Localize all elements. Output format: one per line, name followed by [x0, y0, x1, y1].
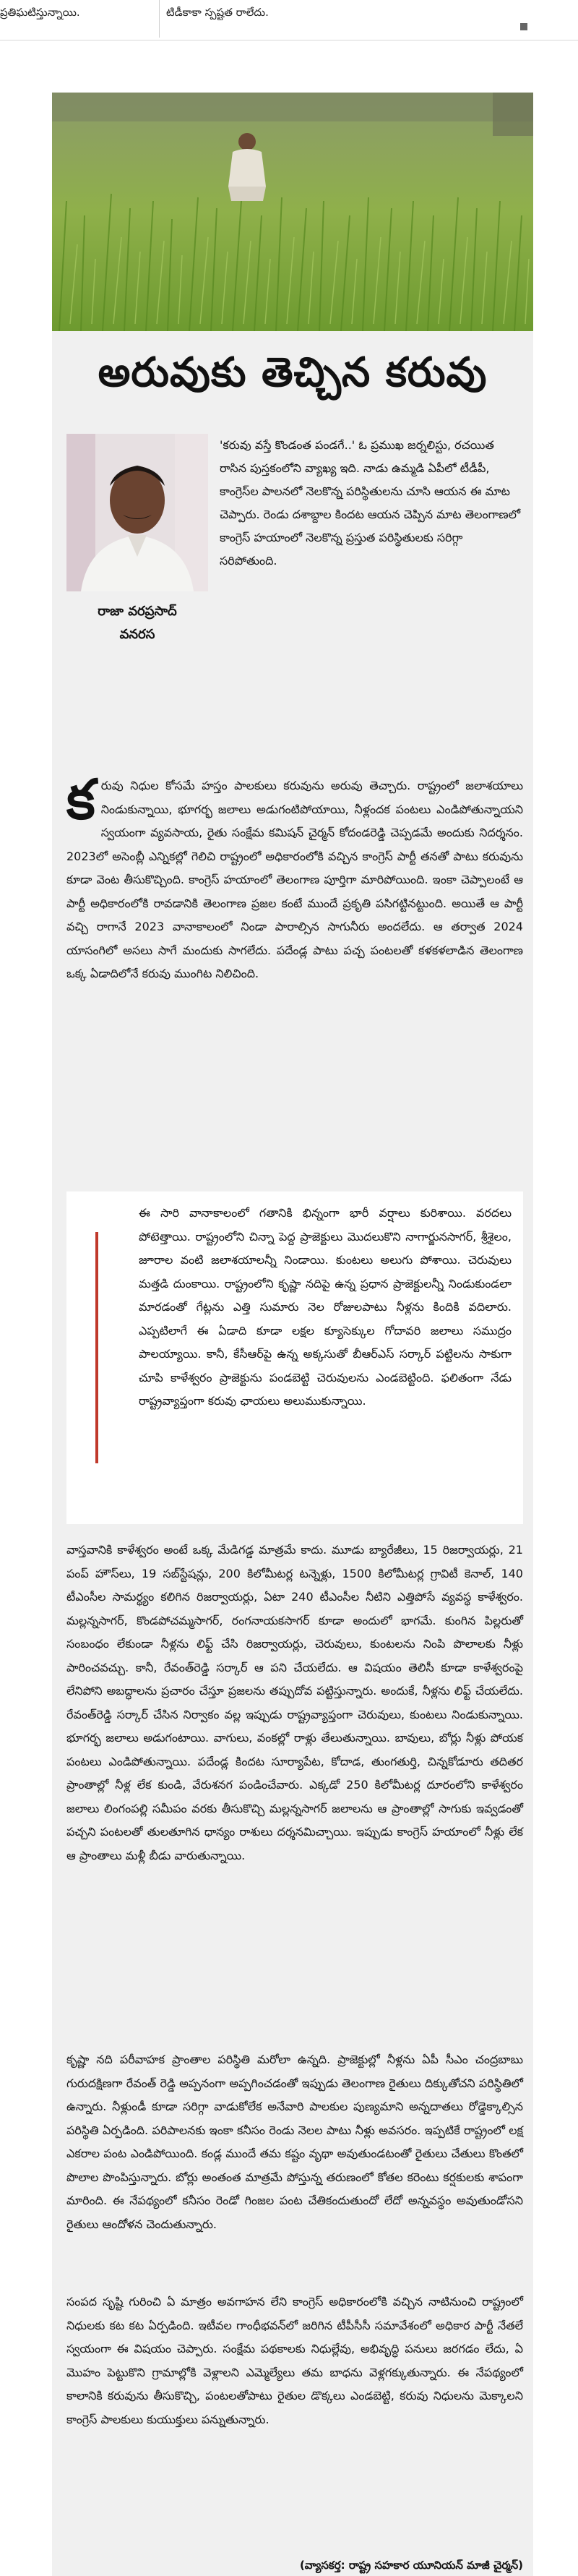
pull-quote-text: ఈ సారి వానాకాలంలో గతానికి భిన్నంగా భారీ వర్షాలు కురిశాయి. వరదలు పోటెత్తాయి. రాష్ట్రంలోని చిన్నా పెద్ద ప్రాజెక్టులు మొదలుకొని నాగార్జునసాగర్, శ్రీశైలం, జూరాల వంటి జలాశయాలన్నీ నిండాయి. కుంటలు అలుగు పోశాయి. చెరువులు మత్తడి దుంకాయి. రాష్ట్రంలోని కృష్ణా నదిపై ఉన్న ప్రధాన ప్రాజెక్టులన్నీ నిండుకుండలా మారడంతో గేట్లను ఎత్తి సుమారు నెల రోజులపాటు నీళ్లను కిందికి వదిలారు. ఎప్పటిలాగే ఈ ఏడాది కూడా లక్షల క్యూసెక్కుల గోదావరి జలాలు సముద్రం పాలయ్యాయి. కానీ, కేసీఆర్‌పై ఉన్న అక్కసుతో బీఆర్‌ఎస్ సర్కార్ పట్టిలను సాకుగా చూపి కాళేశ్వరం ప్రాజెక్టును పండబెట్టి చెరువులను ఎండబెట్టింది. ఫలితంగా నేడు రాష్ట్రవ్యాప్తంగా కరువు ఛాయలు అలుముకున్నాయి. — [139, 1206, 512, 1408]
prev-column-text: ప్రతిఘటిస్తున్నాయి. — [0, 6, 80, 19]
drop-cap: క — [66, 767, 95, 831]
column-divider — [159, 0, 160, 38]
paragraph-text: రువు నిధుల కోసమే హస్తం పాలకులు కరువును అరువు తెచ్చారు. రాష్ట్రంలో జలాశయాలు నిండుకున్నాయి, భూగర్భ జలాలు అడుగంటిపోయాయి, నీళ్లందక పంటలు ఎండిపోతున్నాయని స్వయంగా వ్యవసాయ, రైతు సంక్షేమ కమిషన్ చైర్మన్ కోదండరెడ్డి చెప్పడమే అందుకు నిదర్శనం. 2023లో అసెంబ్లీ ఎన్నికల్లో గెలిచి రాష్ట్రంలో అధికారంలోకి వచ్చిన కాంగ్రెస్ పార్టీ తనతో పాటు కరువును కూడా వెంట తీసుకొచ్చింది. కాంగ్రెస్ హయాంలో తెలంగాణ పూర్తిగా మారిపోయింది. ఇంకా చెప్పాలంటే ఆ పార్టీ అధికారంలోకి రావడానికి తెలంగాణ ప్రజల కంటే ముందే ప్రకృతి పసిగట్టినట్టుంది. అయితే ఆ పార్టీ వచ్చి రాగానే 2023 వానాకాలంలో నిండా పారాల్సిన సాగునీరు అందలేదు. ఆ తర్వాత 2024 యాసంగిలో అసలు సాగే మందుకు సాగలేదు. పదేండ్ల పాటు పచ్చ పంటలతో కళకళలాడిన తెలంగాణ ఒక్క ఏడాదిలోనే కరువు ముంగిట నిలిచింది. — [66, 779, 523, 980]
article — [52, 93, 533, 2576]
intro-paragraph: 'కరువు వస్తే కొండంత పండగే..' ఓ ప్రముఖ జర్నలిస్టు, రచయిత రాసిన పుస్తకంలోని వ్యాఖ్య ఇది. నాడు ఉమ్మడి ఏపీలో టీడీపీ, కాంగ్రెస్‌ల పాలనలో నెలకొన్న పరిస్థితులను చూసి ఆయన ఈ మాట చెప్పారు. రెండు దశాబ్దాల కిందట ఆయన చెప్పిన మాట తెలంగాణలో కాంగ్రెస్ హయాంలో నెలకొన్న ప్రస్తుత పరిస్థితులకు సరిగ్గా సరిపోతుంది. — [220, 438, 521, 568]
author-last-name: వనరస — [119, 627, 155, 642]
body-paragraph-4: సంపద సృష్టి గురించి ఏ మాత్రం అవగాహన లేని కాంగ్రెస్ అధికారంలోకి వచ్చిన నాటినుంచి రాష్ట్రంలో నిధులకు కట కట ఏర్పడింది. ఇటీవల గాంధీభవన్‌లో జరిగిన టీపీసీసీ సమావేశంలో అధికార పార్టీ నేతలే స్వయంగా ఈ విషయం చెప్పారు. సంక్షేమ పథకాలకు నిధుల్లేవు, అభివృద్ధి పనులు జరగడం లేదు, ఏ మొహం పెట్టుకొని గ్రామాల్లోకి వెళ్లాలని ఎమ్మెల్యేలు తమ బాధను వెళ్లగక్కుతున్నారు. ఈ నేపథ్యంలో కాలానికి కరువును తీసుకొచ్చి, పంటలతోపాటు రైతుల డొక్కలు ఎండబెట్టి, కరువు నిధులను మెక్కాలని కాంగ్రెస్ పాలకులు కుయుక్తులు పన్నుతున్నారు. — [66, 2295, 523, 2426]
previous-page-strip — [0, 0, 578, 40]
farmer-field-photo — [52, 93, 533, 331]
author-first-name: రాజా వరప్రసాద్ — [98, 604, 177, 619]
headline: అరువుకు తెచ్చిన కరువు — [98, 349, 488, 396]
prev-column-text: టిడీకాకా స్పష్టత రాలేదు. — [166, 6, 269, 19]
body-paragraph-2: వాస్తవానికి కాళేశ్వరం అంటే ఒక్క మేడిగడ్డ మాత్రమే కాదు. మూడు బ్యారేజీలు, 15 రిజర్వాయర్లు, 21 పంప్ హౌస్‌లు, 19 సబ్‌స్టేషన్లు, 200 కిలోమీటర్ల టన్నెళ్లు, 1500 కిలోమీటర్ల గ్రావిటీ కెనాల్, 140 టీఎంసీల సామర్థ్యం కలిగిన రిజర్వాయర్లు, ఏటా 240 టీఎంసీల నీటిని ఎత్తిపోసే వ్యవస్థ కాళేశ్వరం. మల్లన్నసాగర్, కొండపోచమ్మసాగర్, రంగనాయకసాగర్ కూడా అందులో భాగమే. కుంగిన పిల్లరుతో సంబంధం లేకుండా నీళ్లను లిఫ్ట్ చేసి రిజర్వాయర్లు, చెరువులు, కుంటలను నింపి పొలాలకు నీళ్లు పారించవచ్చు. కానీ, రేవంత్‌రెడ్డి సర్కార్ ఆ పని చేయలేదు. ఆ విషయం తెలిసీ కూడా కాళేశ్వరంపై లేనిపోని అబద్ధాలను ప్రచారం చేస్తూ ప్రజలను తప్పుదోవ పట్టిస్తున్నారు. అందుకే, నీళ్లను లిఫ్ట్ చేయలేదు. రేవంత్‌రెడ్డి సర్కార్ చేసిన నిర్వాకం వల్ల ఇప్పుడు రాష్ట్రవ్యాప్తంగా చెరువులు, కుంటలు నిండుకున్నాయి. భూగర్భ జలాలు అడుగంటాయి. వాగులు, వంకల్లో రాళ్లు తేలుతున్నాయి. బావులు, బోర్లు నీళ్లు పోయక పంటలు ఎండిపోతున్నాయి. పదేండ్ల కిందట సూర్యాపేట, కోదాడ, తుంగతుర్తి, చిన్నకోడూరు తదితర ప్రాంతాల్లో నీళ్ల లేక కుండి, వేరుశనగ పండించేవారు. ఎక్కడో 250 కిలోమీటర్ల దూరంలోని కాళేశ్వరం జలాలు లింగంపల్లి సమీపం వరకు తీసుకొచ్చి మల్లన్నసాగర్ జలాలను ఆ ప్రాంతాల్లో సాగుకు ఇవ్వడంతో పచ్చని పంటలతో తులతూగిన ధాన్యం రాశులు దర్శనమిచ్చాయి. ఇప్పుడు కాంగ్రెస్ హయాంలో నీళ్లు లేక ఆ ప్రాంతాలు మళ్లీ బీడు వారుతున్నాయి. — [66, 1543, 523, 1862]
author-portrait — [66, 434, 208, 591]
pull-quote-box — [66, 1191, 523, 1524]
end-marker-icon — [520, 23, 527, 30]
body-paragraph-1 — [66, 767, 523, 986]
author-byline — [66, 600, 208, 646]
quote-accent-bar — [95, 1232, 98, 1463]
body-paragraph-3: కృష్ణా నది పరీవాహక ప్రాంతాల పరిస్థితి మరోలా ఉన్నది. ప్రాజెక్టుల్లో నీళ్లను ఏపీ సీఎం చంద్రబాబు గురుదక్షిణగా రేవంత్ రెడ్డి అప్పనంగా అప్పగించడంతో ఇప్పుడు తెలంగాణ రైతులు దిక్కుతోచని పరిస్థితిలో ఉన్నారు. నీళ్లుండీ కూడా సరిగ్గా వాడుకోలేక అనేవారి పాలకుల పుణ్యమాని అన్నదాతలు రోడ్డెక్కాల్సిన పరిస్థితి ఏర్పడింది. పరిపాలనకు ఇంకా కనీసం రెండు నెలల పాటు నీళ్లు అవసరం. ఇప్పటికే రాష్ట్రంలో లక్ష ఎకరాల పంట ఎండిపోయింది. కండ్ల ముందే తమ కష్టం వృథా అవుతుండటంతో రైతులు చేతులు కొంతలో పొలాల పొంపిస్తున్నారు. బోర్లు అంతంత మాత్రమే పోస్తున్న తరుణంలో కోతల కరెంటు కర్షకులకు శాపంగా మారింది. ఈ నేపథ్యంలో కనీసం రెండో గింజల పంట చేతికందుతుందో లేదో అన్నవస్థం అవుతుండోసని రైతులు ఆందోళన చెందుతున్నారు. — [66, 2053, 523, 2231]
author-note: (వ్యాసకర్త: రాష్ట్ర సహకార యూనియన్ మాజీ చైర్మన్) — [299, 2559, 523, 2572]
